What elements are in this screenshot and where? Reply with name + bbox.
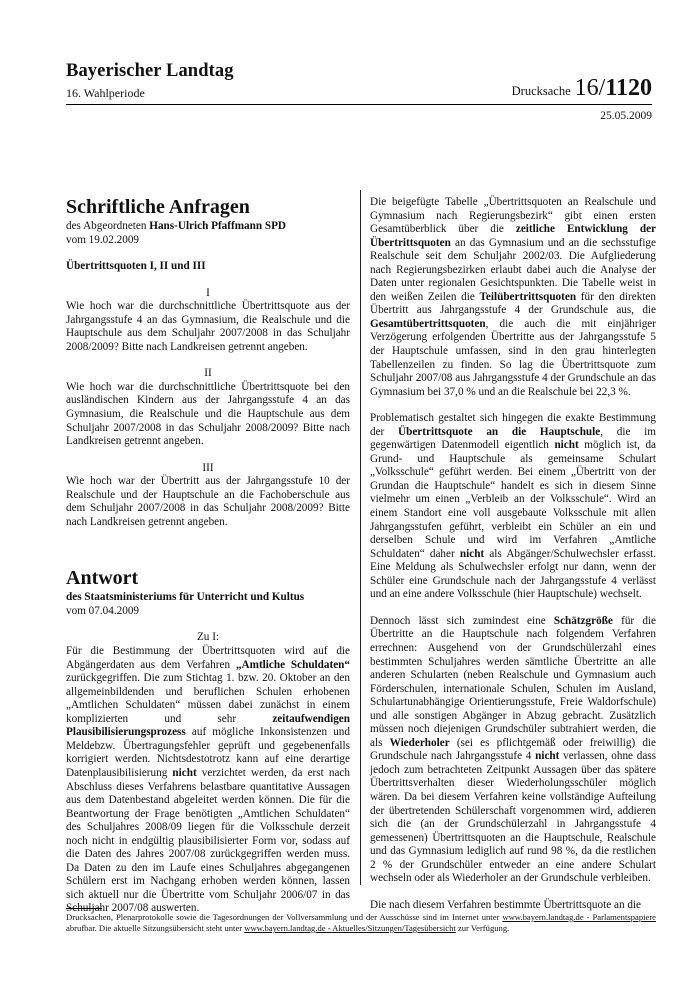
document-date: 25.05.2009 xyxy=(600,110,652,122)
antwort-ministry: des Staatsministeriums für Unterricht und Kultus xyxy=(66,591,305,604)
question-3-number: III xyxy=(202,461,214,474)
right-paragraph-2: Problematisch gestaltet sich hingegen die exakte Bestimmung der Übertrittsquote an die Hauptschule, die im gegenwärtigen Datenmodell eigentlich nicht möglich ist, da Grund- und Hauptschule als gemeinsame Schulart „Volksschule“ geführt werden. Bei einem „Übertritt von der Grundan die Hauptschule“ handelt es sich in diesem Sinne vielmehr um einen „Verbleib an der Volksschule“. Wird an einem Standort eine voll ausgebaute Volksschule mit allen Jahrgangsstufen geführt, verbleibt ein Schüler an ein und derselben Schule und wird im Verfahren „Amtliche Schuldaten“ daher nicht als Abgänger/Schulwechsler erfasst. Eine Meldung als Schulwechsler erfolgt nur dann, wenn der Schüler eine Grundschule nach der Jahrgangsstufe 4 verlässt und an eine andere Volksschule (hier Hauptschule) wechselt. xyxy=(370,412,656,601)
header-rule xyxy=(66,104,652,105)
antwort-heading: Antwort xyxy=(66,567,139,590)
question-1-number: I xyxy=(206,286,210,299)
footer-link-tagesuebersicht[interactable]: www.bayern.landtag.de - Aktuelles/Sitzungen/Tagesübersicht xyxy=(244,923,456,933)
right-column xyxy=(370,196,656,912)
answer-1-label: Zu I: xyxy=(196,631,220,644)
anfrage-heading: Schriftliche Anfragen xyxy=(66,196,250,218)
author-name: Hans-Ulrich Pfaffmann SPD xyxy=(149,220,287,232)
anfrage-subject: Übertrittsquoten I, II und III xyxy=(66,260,206,273)
drucksache-prefix: 16/ xyxy=(574,75,606,101)
antwort-date: vom 07.04.2009 xyxy=(66,604,140,617)
footer-rule xyxy=(66,908,102,909)
right-paragraph-3: Dennoch lässt sich zumindest eine Schätzgröße für die Übertritte an die Hauptschule nach folgendem Verfahren errechnen: Ausgehend von der Grundschülerzahl eines bestimmten Schuljahres werden sämtliche Übertritte an alle anderen Schularten (neben Realschule und Gymnasium auch Förderschulen, internationale Schulen, Schulen im Ausland, Schulartunabhängige Orientierungsstufe, Freie Waldorfschule) und alle sonstigen Abgänger in Abzug gebracht. Zusätzlich müssen noch diejenigen Grundschüler subtrahiert werden, die als Wiederholer (sei es pflichtgemäß oder freiwillig) die Grundschule nach Jahrgangsstufe 4 nicht verlassen, ohne dass jedoch zum betrachteten Zeitpunkt Aussagen über das spätere Übertrittsverhalten dieser Wiederholungsschüler möglich wären. Da bei diesem Verfahren keine vollständige Aufteilung der übertretenden Schülerschaft vorgenommen wird, addieren sich die (an der Grundschülerzahl in Jahrgangsstufe 4 gemessenen) Übertrittsquoten an die Hauptschule, Realschule und das Gymnasium lediglich auf rund 98 %, da die restlichen 2 % der Grundschüler entweder an eine andere Schulart wechseln oder als Wiederholer an der Grundschule verbleiben. xyxy=(370,614,656,885)
left-column xyxy=(66,196,350,916)
anfrage-author: des Abgeordneten Hans-Ulrich Pfaffmann SPD xyxy=(66,220,287,232)
question-2-number: II xyxy=(204,367,212,380)
drucksache-label: Drucksache xyxy=(511,84,571,98)
right-paragraph-4: Die nach diesem Verfahren bestimmte Übertrittsquote an die xyxy=(370,898,642,911)
question-1-text: Wie hoch war die durchschnittliche Übertrittsquote aus der Jahrgangsstufe 4 an das Gymnasium, die Realschule und die Hauptschule aus dem Schuljahr 2007/2008 in das Schuljahr 2008/2009? Bitte nach Landkreisen getrennt angeben. xyxy=(66,300,350,353)
drucksache-number xyxy=(512,75,652,102)
question-2-text: Wie hoch war die durchschnittliche Übertrittsquote bei den ausländischen Kindern aus der Jahrgangsstufe 4 an das Gymnasium, die Realschule und die Hauptschule aus dem Schuljahr 2007/2008 in das Schuljahr 2008/2009? Bitte nach Landkreisen getrennt angeben. xyxy=(66,380,350,448)
answer-1-text: Für die Bestimmung der Übertrittsquoten wird auf die Abgängerdaten aus dem Verfahren „Amtliche Schuldaten“ zurückgegriffen. Die zum Stichtag 1. bzw. 20. Oktober an den allgemeinbildenden und beruflichen Schulen erhobenen „Amtlichen Schuldaten“ müssen dabei zunächst in einem komplizierten und sehr zeitaufwendigen Plausibilisierungsprozess auf mögliche Inkonsistenzen und Meldebzw. Übertragungsfehler geprüft und gegebenenfalls korrigiert werden. Nichtsdestotrotz kann auf eine derartige Datenplausibilisierung nicht verzichtet werden, da erst nach Abschluss dieses Verfahrens belastbare quantitative Aussagen aus dem Datenbestand abgeleitet werden können. Die für die Beantwortung der Frage benötigten „Amtlichen Schuldaten“ des Schuljahres 2008/09 liegen für die Volksschule derzeit noch nicht in endgültig plausibilisierter Form vor, sodass auf die Daten des Jahres 2007/08 zurückgegriffen werden muss. Da Daten zu den im Laufe eines Schuljahres abgegangenen Schülern erst im Nachgang erhoben werden können, lassen sich aktuell nur die Übertritte vom Schuljahr 2006/07 in das Schuljahr 2007/08 auswerten. xyxy=(66,645,350,915)
drucksache-num: 1120 xyxy=(605,75,652,101)
legislative-period: 16. Wahlperiode xyxy=(66,86,145,100)
question-3-text: Wie hoch war der Übertritt aus der Jahrgangsstufe 10 der Realschule und der Hauptschule an die Fachoberschule aus dem Schuljahr 2007/2008 in das Schuljahr 2008/2009? Bitte nach Landkreisen getrennt angeben. xyxy=(66,475,350,528)
right-paragraph-1: Die beigefügte Tabelle „Übertrittsquoten an Realschule und Gymnasium nach Regierungsbezirk“ gibt einen ersten Gesamtüberblick über die zeitliche Entwicklung der Übertrittsquoten an das Gymnasium und an die sechsstufige Realschule seit dem Schuljahr 2002/03. Die Aufgliederung nach Regierungsbezirken erlaubt dabei auch die Analyse der Daten unter regionalen Gesichtspunkten. Die Tabelle weist in den weißen Zeilen die Teilübertrittsquoten für den direkten Übertritt aus Jahrgangsstufe 4 der Grundschule aus, die Gesamtübertrittsquoten, die auch die mit einjähriger Verzögerung erfolgenden Übertritte aus der Jahrgangsstufe 5 der Hauptschule umfassen, sind in den grau hinterlegten Tabellenzeilen zu finden. So lag die Übertrittsquote zum Schuljahr 2007/08 aus Jahrgangsstufe 4 der Grundschule an das Gymnasium bei 37,0 % und an die Realschule bei 22,3 %. xyxy=(370,196,657,398)
footer-note: Drucksachen, Plenarprotokolle sowie die Tagesordnungen der Vollversammlung und der Ausschüsse sind im Internet unter www.bayern.landtag.de - Parlamentspapiere abrufbar. Die aktuelle Sitzungsübersicht steht unter www.bayern.landtag.de - Aktuelles/Sitzungen/Tagesübersicht zur Verfügung. xyxy=(66,912,656,933)
column-divider xyxy=(360,190,361,885)
anfrage-date: vom 19.02.2009 xyxy=(66,233,140,246)
footer-link-parlamentspapiere[interactable]: www.bayern.landtag.de - Parlamentspapiere xyxy=(502,912,656,922)
parliament-title: Bayerischer Landtag xyxy=(66,61,234,81)
